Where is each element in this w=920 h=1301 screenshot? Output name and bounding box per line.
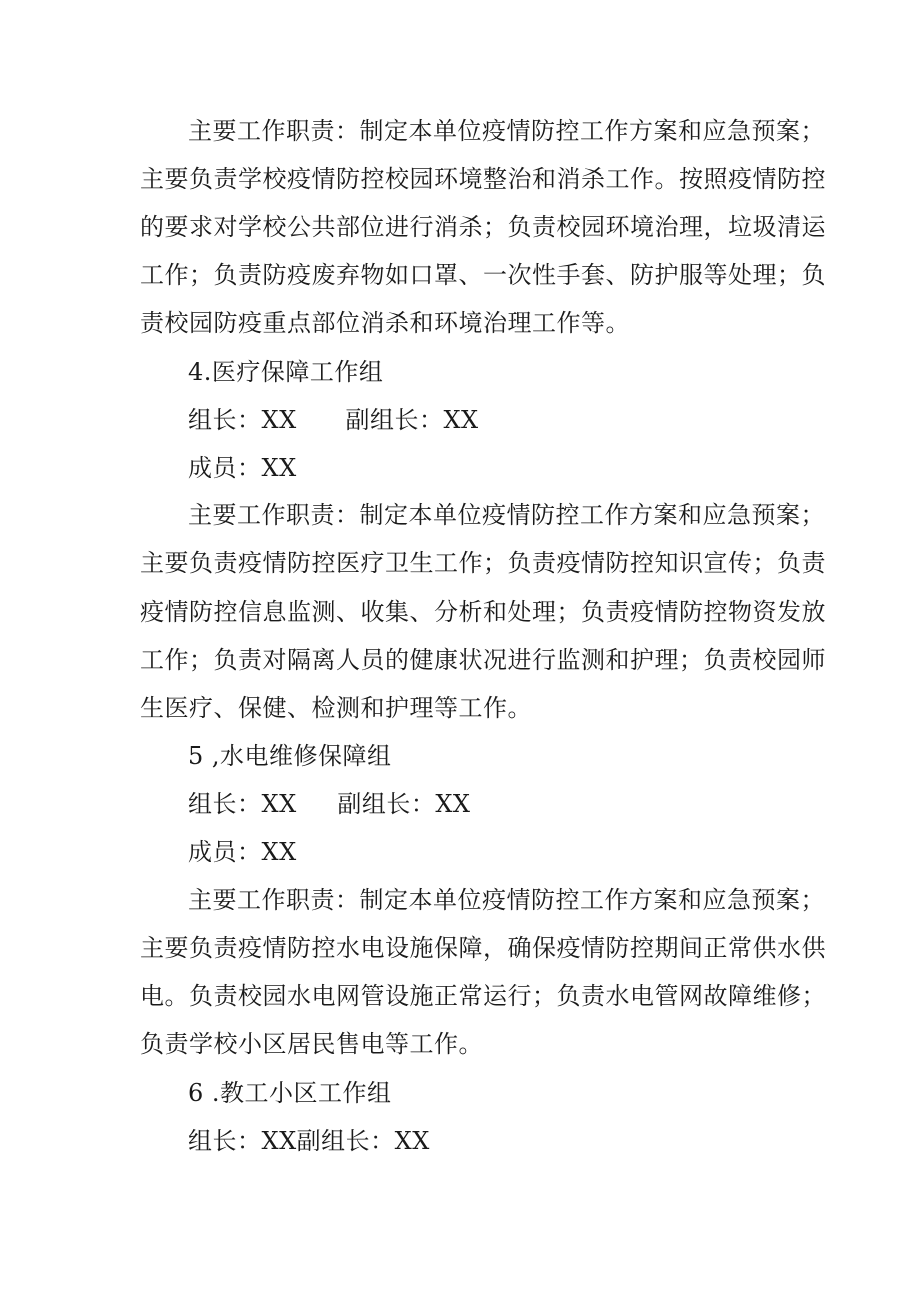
paragraph-line: 主要负责疫情防控医疗卫生工作；负责疫情防控知识宣传；负责 [140, 549, 826, 577]
paragraph-line: 工作；负责对隔离人员的健康状况进行监测和护理；负责校园师 [140, 646, 826, 674]
paragraph-line: 工作；负责防疫废弃物如口罩、一次性手套、防护服等处理；负 [140, 261, 826, 289]
section-heading: 6 .教工小区工作组 [188, 1079, 392, 1107]
paragraph-line: 疫情防控信息监测、收集、分析和处理；负责疫情防控物资发放 [140, 598, 826, 626]
paragraph-line: 主要工作职责：制定本单位疫情防控工作方案和应急预案； [188, 117, 825, 145]
section-heading: 4.医疗保障工作组 [188, 358, 384, 386]
paragraph-line: 主要工作职责：制定本单位疫情防控工作方案和应急预案； [188, 886, 825, 914]
section-heading: 5 ,水电维修保障组 [188, 742, 392, 770]
paragraph-line: 主要工作职责：制定本单位疫情防控工作方案和应急预案； [188, 501, 825, 529]
paragraph-line: 主要负责学校疫情防控校园环境整治和消杀工作。按照疫情防控 [140, 165, 826, 193]
group-leaders: 组长：XX副组长：XX [188, 1127, 430, 1155]
group-leaders: 组长：XX 副组长：XX [188, 406, 479, 434]
paragraph-line: 责校园防疫重点部位消杀和环境治理工作等。 [140, 309, 630, 337]
paragraph-line: 负责学校小区居民售电等工作。 [140, 1030, 483, 1058]
paragraph-line: 主要负责疫情防控水电设施保障，确保疫情防控期间正常供水供 [140, 934, 826, 962]
group-leaders: 组长：XX 副组长：XX [188, 790, 471, 818]
paragraph-line: 的要求对学校公共部位进行消杀；负责校园环境治理，垃圾清运 [140, 213, 826, 241]
paragraph-line: 电。负责校园水电网管设施正常运行；负责水电管网故障维修； [140, 982, 826, 1010]
paragraph-line: 生医疗、保健、检测和护理等工作。 [140, 694, 532, 722]
group-members: 成员：XX [188, 838, 297, 866]
group-members: 成员：XX [188, 454, 297, 482]
